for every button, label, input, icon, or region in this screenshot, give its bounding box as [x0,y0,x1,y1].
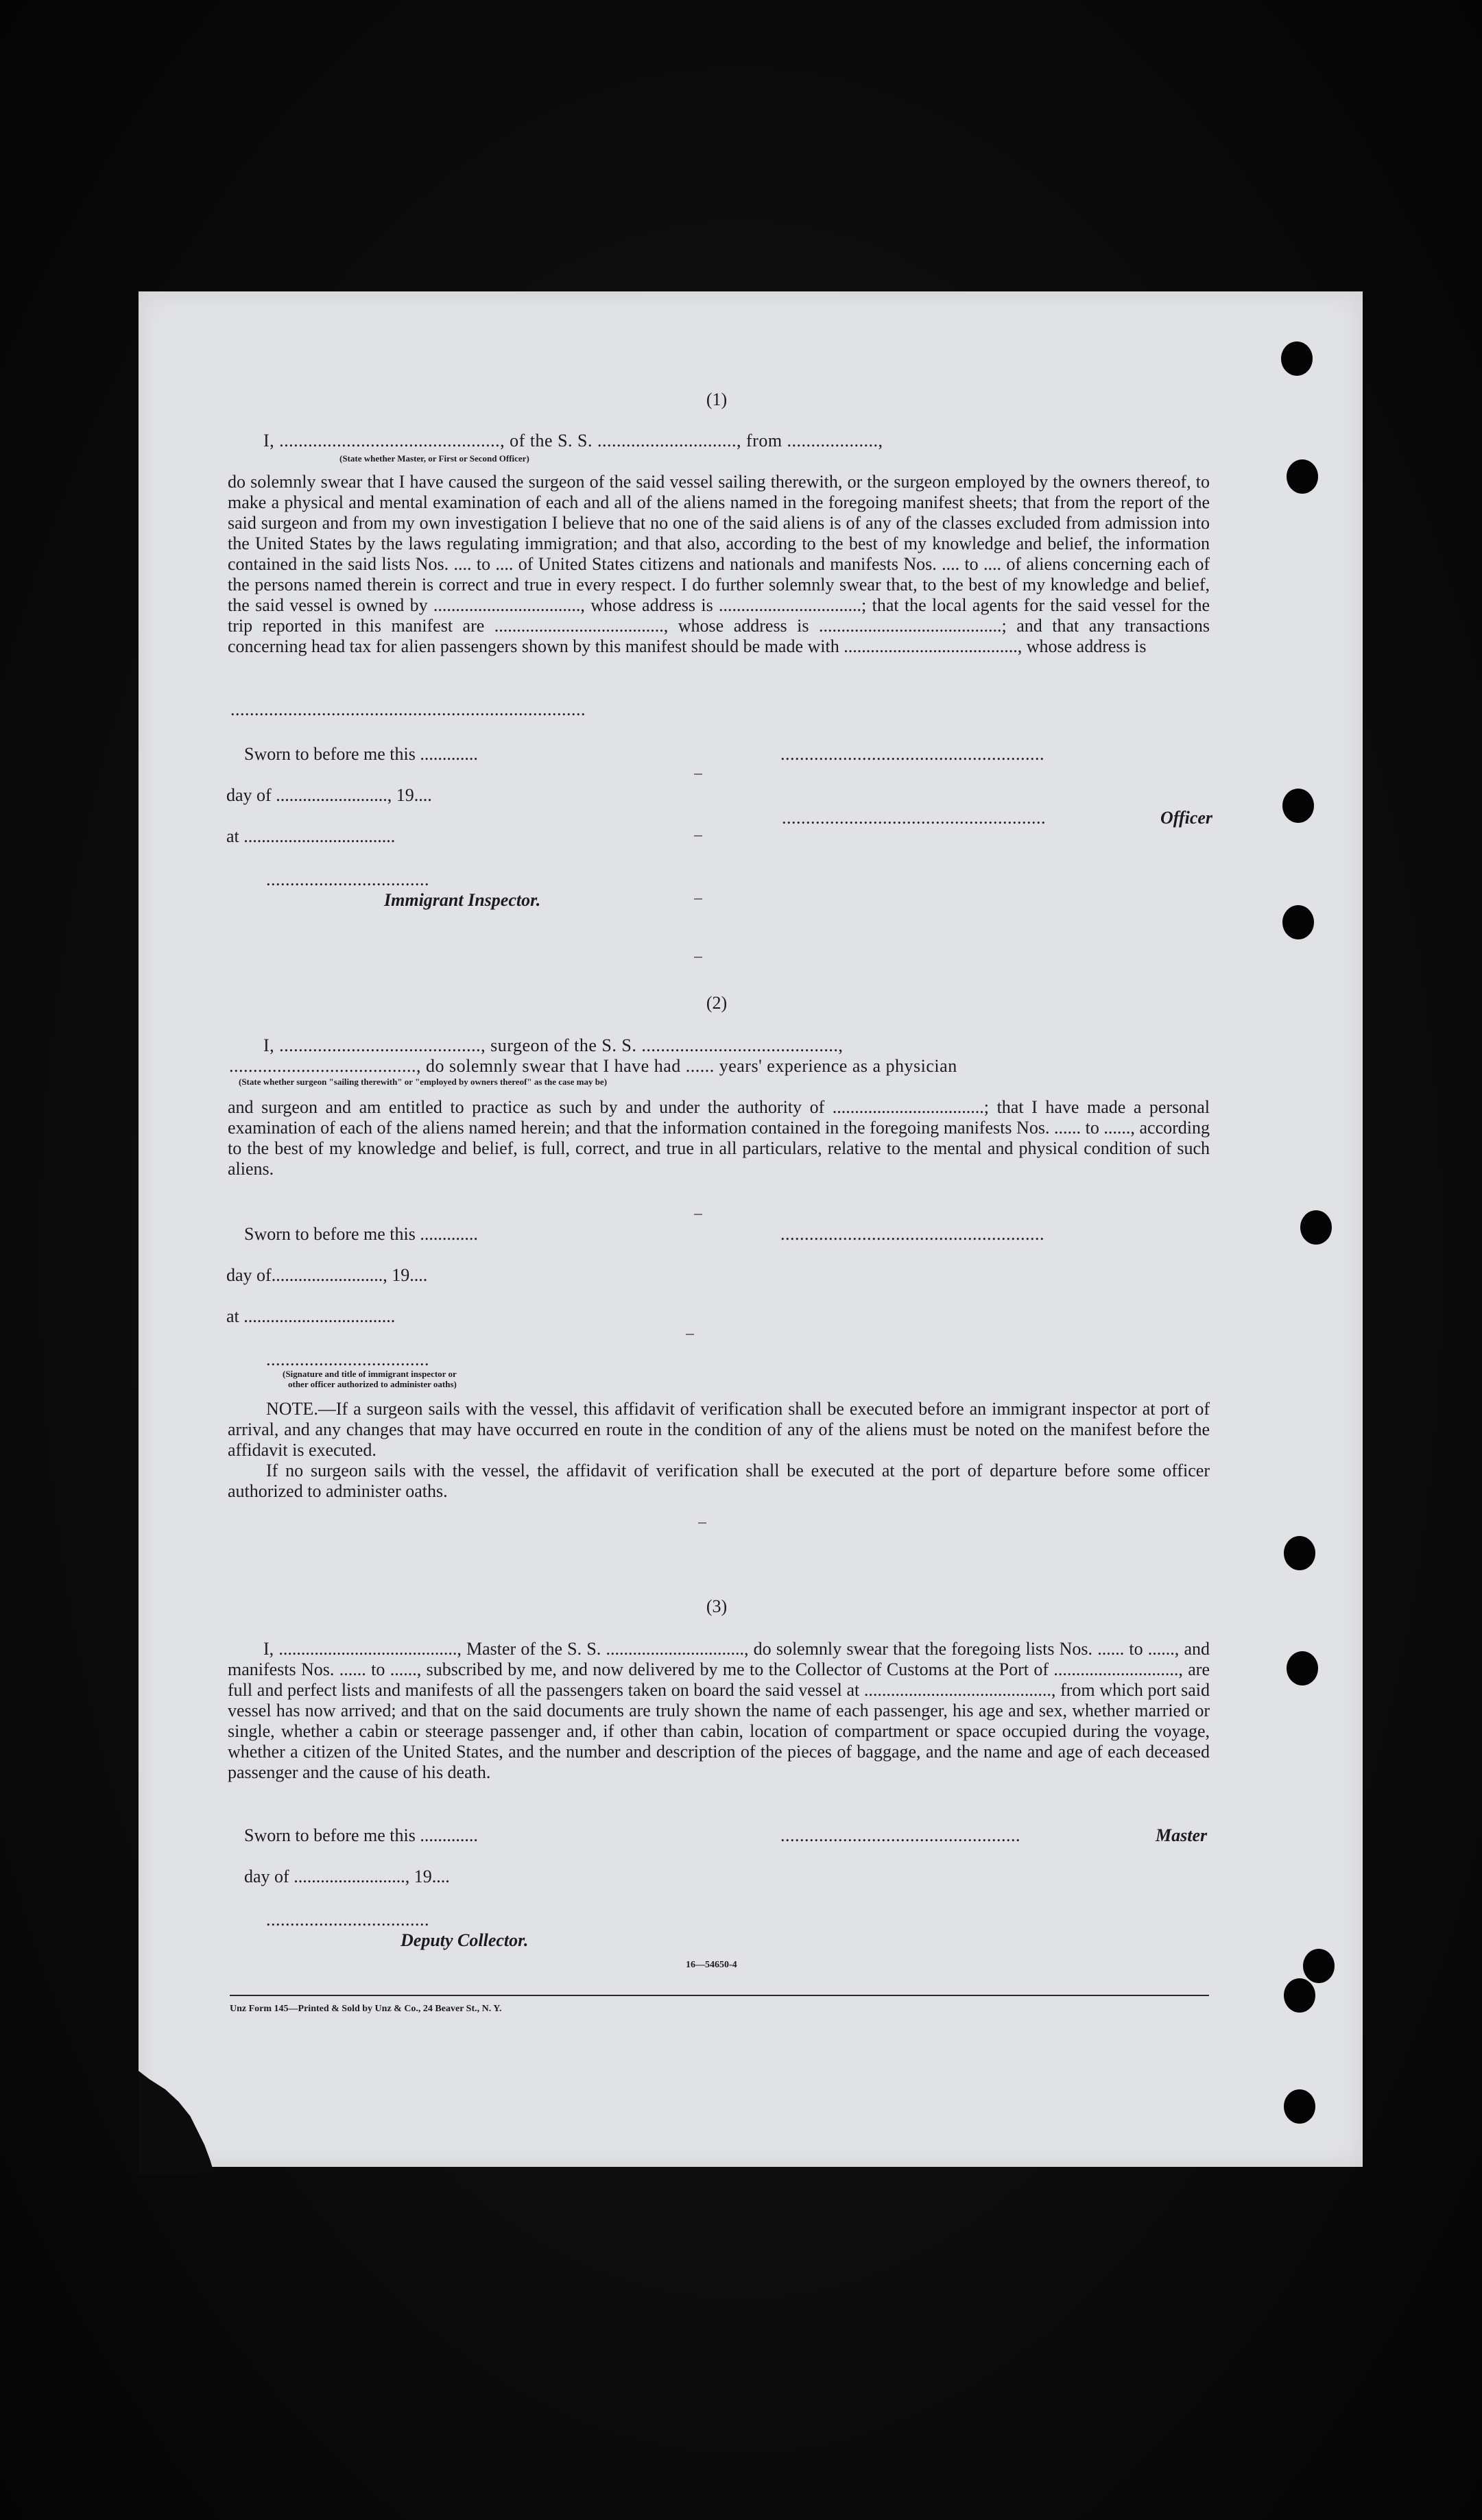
section-2-surgeon-note: (State whether surgeon "sailing therewith" or "employed by owners thereof" as the case may be) [239,1077,608,1087]
footer-printer: Unz Form 145—Printed & Sold by Unz & Co., 24 Beaver St., N. Y. [230,2004,502,2014]
section-1-inspector-label: Immigrant Inspector. [384,890,541,910]
footer-rule [230,1995,1209,1996]
section-1-body: do solemnly swear that I have caused the surgeon of the said vessel sailing therewith, or the surgeon employed by the owners thereof, to make a physical and mental examination of each and all of the aliens named in the foregoing manifest sheets; that from the report of the said surgeon and from my own investigation I believe that no one of the said aliens is of any of the classes excluded from admission into the United States by the laws regulating immigration; and that also, according to the best of my knowledge and belief, the information contained in the said lists Nos. .... to .... of United States citizens and nationals and manifests Nos. .... to .... of aliens concerning each of the persons named therein is correct and true in every respect. I do further solemnly swear that, to the best of my knowledge and belief, the said vessel is owned by ................................., whose address is ................................; that the local agents for the said vessel for the trip reported in this manifest are ......................................, whose address is .........................................; and that any transactions concerning head tax for alien passengers shown by this manifest should be made with ......................................., whose address is [228,472,1210,656]
punch-hole [1287,1651,1318,1685]
section-1-sworn: Sworn to before me this ............. [244,744,478,764]
section-1-address-line: .......................................................................... [230,699,586,719]
section-1-day: day of ........................., 19.... [226,785,432,805]
punch-hole [1300,1210,1332,1245]
section-2-inspector-line: .................................. [266,1349,429,1369]
section-3-sworn: Sworn to before me this ............. [244,1825,478,1845]
form-code: 16—54650-4 [686,1960,737,1970]
section-2-day: day of........................., 19.... [226,1265,428,1285]
section-3-collector-line: .................................. [266,1910,429,1930]
punch-hole [1282,789,1314,823]
punch-hole [1303,1949,1335,1983]
punch-hole [1287,459,1318,494]
section-1-inspector-line: .................................. [266,869,429,889]
section-3-body: I, ........................................, Master of the S. S. ..............................., do solemnly swear that the foregoing lists Nos. ...... to ......, and manifests Nos. ...... to ......, subscribed by me, and now delivered by me to the Collector of Customs at the Port of ............................, are full and perfect lists and manifests of all the passengers taken on board the said vessel at .........................................., from which port said vessel has now arrived; and that on the said documents are truly shown the name of each passenger, his age and sex, whether married or single, whether a cabin or steerage passenger and, if other than cabin, location of compartment or space occupied during the voyage, whether a citizen of the United States, and the number and description of the pieces of baggage, and the name and age of each deceased passenger and the cause of his death. [228,1639,1210,1782]
section-3-signature-line: .................................................. [780,1825,1020,1845]
fold-mark [694,835,702,837]
section-3-day: day of ........................., 19.... [244,1867,450,1886]
fold-mark [686,1334,694,1335]
fold-mark [698,1522,706,1524]
section-2-body: and surgeon and am entitled to practice as such by and under the authority of ..................................; that I have made a personal examination of each of the aliens named herein; and that the information contained in the foregoing manifests Nos. ...... to ......, according to the best of my knowledge and belief, is full, correct, and true in all particulars, relative to the mental and physical condition of such aliens. [228,1097,1210,1179]
section-1-at: at .................................. [226,826,396,846]
fold-mark [694,898,702,900]
punch-hole [1284,1978,1315,2013]
section-2-signature-line: ....................................................... [780,1224,1044,1244]
section-2-line-2: ......................................., do solemnly swear that I have had ...... years' experience as a physician [229,1056,957,1076]
section-3-number: (3) [706,1596,728,1616]
fold-mark [694,773,702,775]
section-2-note: NOTE.—If a surgeon sails with the vessel, this affidavit of verification shall be executed before an immigrant inspector at port of arrival, and any changes that may have occurred en route in the condition of any of the aliens must be noted on the manifest before the affidavit is executed. [228,1399,1210,1460]
section-3-collector-label: Deputy Collector. [401,1930,529,1950]
punch-hole [1284,2089,1315,2124]
section-2-at: at .................................. [226,1306,396,1326]
fold-mark [694,1214,702,1215]
section-1-officer-line: ....................................................... [782,808,1046,828]
section-2-inspector-note-1: (Signature and title of immigrant inspector or [283,1369,457,1379]
fold-mark [694,957,702,958]
section-1-officer-label: Officer [1160,808,1213,828]
section-3-master-label: Master [1156,1825,1208,1845]
section-1-role-note: (State whether Master, or First or Second Officer) [339,453,529,464]
punch-hole [1282,905,1314,939]
section-2-note-2: If no surgeon sails with the vessel, the affidavit of verification shall be executed at the port of departure before some officer authorized to administer oaths. [228,1461,1210,1501]
section-2-inspector-note-2: other officer authorized to administer oaths) [288,1379,457,1389]
section-2-number: (2) [706,993,728,1013]
punch-hole [1281,341,1313,376]
section-1-number: (1) [706,389,728,409]
section-1-line-1: I, .............................................., of the S. S. ............................., from ..................., [263,431,883,451]
section-2-line-1: I, .........................................., surgeon of the S. S. ........................................., [263,1035,844,1055]
section-2-sworn: Sworn to before me this ............. [244,1224,478,1244]
section-1-signature-line: ....................................................... [780,744,1044,764]
punch-hole [1284,1536,1315,1570]
